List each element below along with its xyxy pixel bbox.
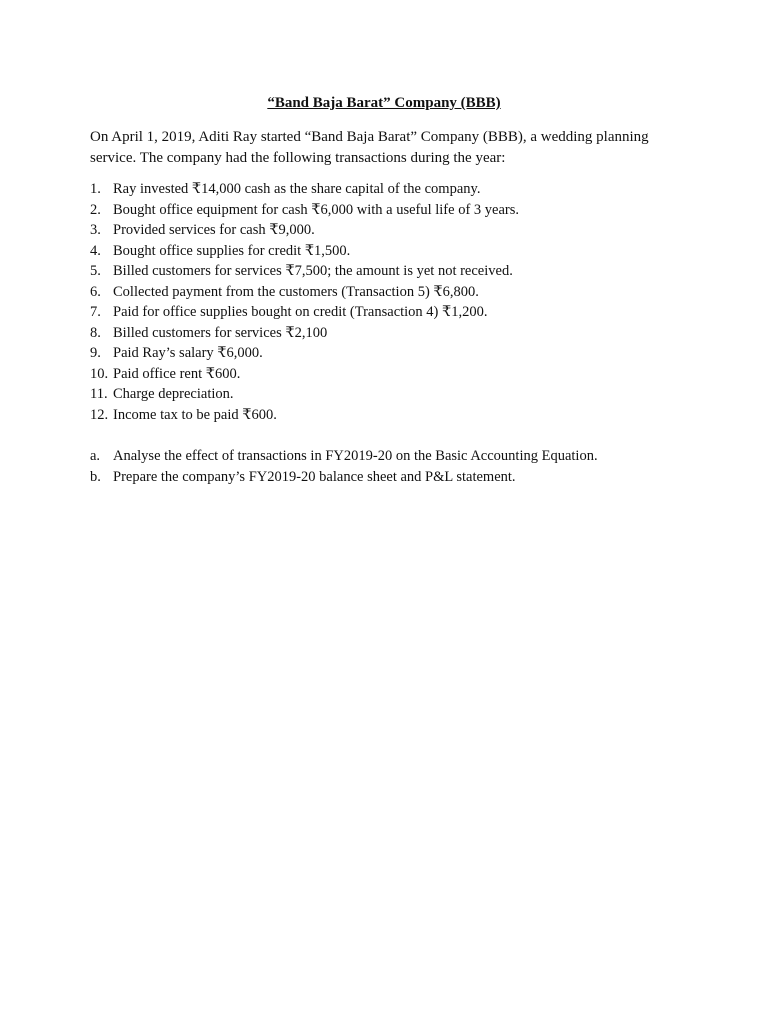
list-marker: 6. — [90, 283, 101, 300]
transaction-item — [90, 384, 710, 405]
transaction-text: Provided services for cash ₹9,000. — [113, 222, 315, 238]
transaction-text: Charge depreciation. — [113, 386, 234, 402]
transaction-text: Billed customers for services ₹7,500; the amount is yet not received. — [113, 263, 513, 279]
tasks-list — [90, 446, 710, 487]
list-marker: 11. — [90, 386, 108, 402]
task-item — [90, 446, 710, 467]
list-marker: 8. — [90, 324, 101, 341]
transaction-item — [90, 220, 710, 241]
transaction-text: Billed customers for services ₹2,100 — [113, 324, 328, 341]
list-marker: 10. — [90, 365, 109, 382]
transaction-text: Ray invested ₹14,000 cash as the share capital of the company. — [113, 181, 481, 197]
list-marker: 12. — [90, 406, 109, 423]
transaction-text: Bought office equipment for cash ₹6,000 with a useful life of 3 years. — [113, 201, 519, 218]
task-item — [90, 467, 710, 488]
task-text: Prepare the company’s FY2019-20 balance sheet and P&L statement. — [113, 468, 516, 485]
document-title: “Band Baja Barat” Company (BBB) — [267, 95, 501, 111]
transaction-item — [90, 179, 710, 200]
transaction-item — [90, 405, 710, 426]
list-marker: 5. — [90, 263, 101, 279]
transaction-text: Income tax to be paid ₹600. — [113, 406, 277, 423]
transaction-item — [90, 200, 710, 221]
list-marker: b. — [90, 468, 101, 485]
list-marker: 7. — [90, 304, 101, 320]
transaction-item — [90, 302, 710, 323]
transaction-item — [90, 261, 710, 282]
transaction-text: Collected payment from the customers (Transaction 5) ₹6,800. — [113, 283, 479, 300]
transaction-text: Paid office rent ₹600. — [113, 365, 241, 382]
transactions-list — [90, 179, 710, 425]
list-marker: 2. — [90, 201, 101, 218]
transaction-item — [90, 241, 710, 262]
list-marker: a. — [90, 448, 101, 464]
list-marker: 9. — [90, 345, 101, 361]
transaction-text: Bought office supplies for credit ₹1,500. — [113, 242, 351, 259]
intro-paragraph: On April 1, 2019, Aditi Ray started “Band Baja Barat” Company (BBB), a wedding planning service. The company had the following transactions during the year: — [90, 129, 649, 166]
list-marker: 4. — [90, 242, 101, 259]
transaction-item — [90, 343, 710, 364]
transaction-item — [90, 364, 710, 385]
list-marker: 1. — [90, 181, 101, 197]
transaction-text: Paid Ray’s salary ₹6,000. — [113, 345, 263, 361]
transaction-item — [90, 323, 710, 344]
transaction-text: Paid for office supplies bought on credit (Transaction 4) ₹1,200. — [113, 304, 488, 320]
task-text: Analyse the effect of transactions in FY2019-20 on the Basic Accounting Equation. — [113, 448, 598, 464]
list-marker: 3. — [90, 222, 101, 238]
transaction-item — [90, 282, 710, 303]
